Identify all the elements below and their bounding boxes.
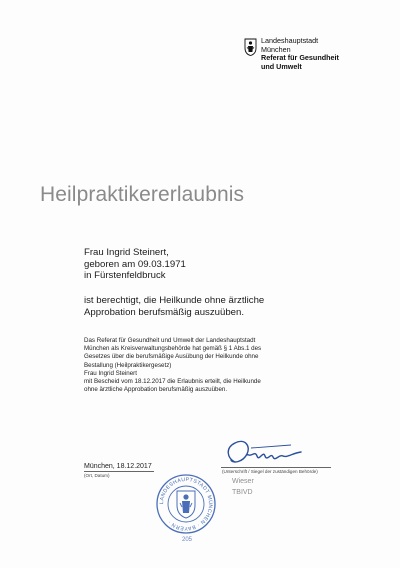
authorization-line-2: Approbation berufsmäßig auszuüben. (84, 306, 244, 318)
legal-paragraph (84, 337, 394, 394)
seal-inscription: LANDESHAUPTSTADT MÜNCHEN · BAYERN · (158, 476, 214, 532)
place-date-caption: (Ort, Datum) (84, 473, 110, 478)
letterhead-department-cont: und Umwelt (261, 61, 302, 71)
official-stamp-name: Wieser (232, 478, 254, 485)
seal-number: 205 (182, 537, 193, 543)
letterhead-text (261, 37, 339, 71)
letterhead-department: Referat für Gesundheit (261, 53, 339, 63)
official-stamp-title: TBIVD (232, 489, 253, 496)
signature-rule (221, 467, 331, 468)
body-line-5: Frau Ingrid Steinert (84, 369, 137, 377)
place-date: München, 18.12.2017 (84, 463, 152, 470)
official-seal-icon (155, 473, 217, 535)
body-line-4: Bestallung (Heilpraktikergesetz) (84, 361, 172, 369)
body-line-3: Gesetzes über die berufsmäßige Ausübung der Heilkunde ohne (84, 353, 259, 361)
letterhead-city-name: München (261, 44, 291, 54)
body-line-6: mit Bescheid vom 18.12.2017 die Erlaubnis erteilt, die Heilkunde (84, 378, 261, 386)
document-title: Heilpraktikererlaubnis (40, 183, 245, 206)
body-line-7: ohne ärztliche Approbation berufsmäßig auszuüben. (84, 386, 228, 394)
body-line-2: München als Kreisverwaltungsbehörde hat gemäß § 1 Abs.1 des (84, 345, 262, 353)
recipient-birthplace: in Fürstenfeldbruck (84, 270, 166, 282)
authorization-statement (84, 295, 264, 318)
recipient-block (84, 247, 186, 282)
recipient-name: Frau Ingrid Steinert, (84, 247, 169, 258)
place-date-rule (84, 471, 154, 472)
body-line-1: Das Referat für Gesundheit und Umwelt der Landeshauptstadt (84, 337, 256, 344)
letterhead-city-label: Landeshauptstadt (261, 36, 319, 45)
recipient-birthdate: geboren am 09.03.1971 (84, 258, 186, 270)
munich-crest-icon (244, 38, 257, 56)
authorization-line-1: ist berechtigt, die Heilkunde ohne ärztliche (84, 295, 265, 306)
signature-caption: (Unterschrift / Siegel der zuständigen Behörde) (222, 469, 318, 474)
